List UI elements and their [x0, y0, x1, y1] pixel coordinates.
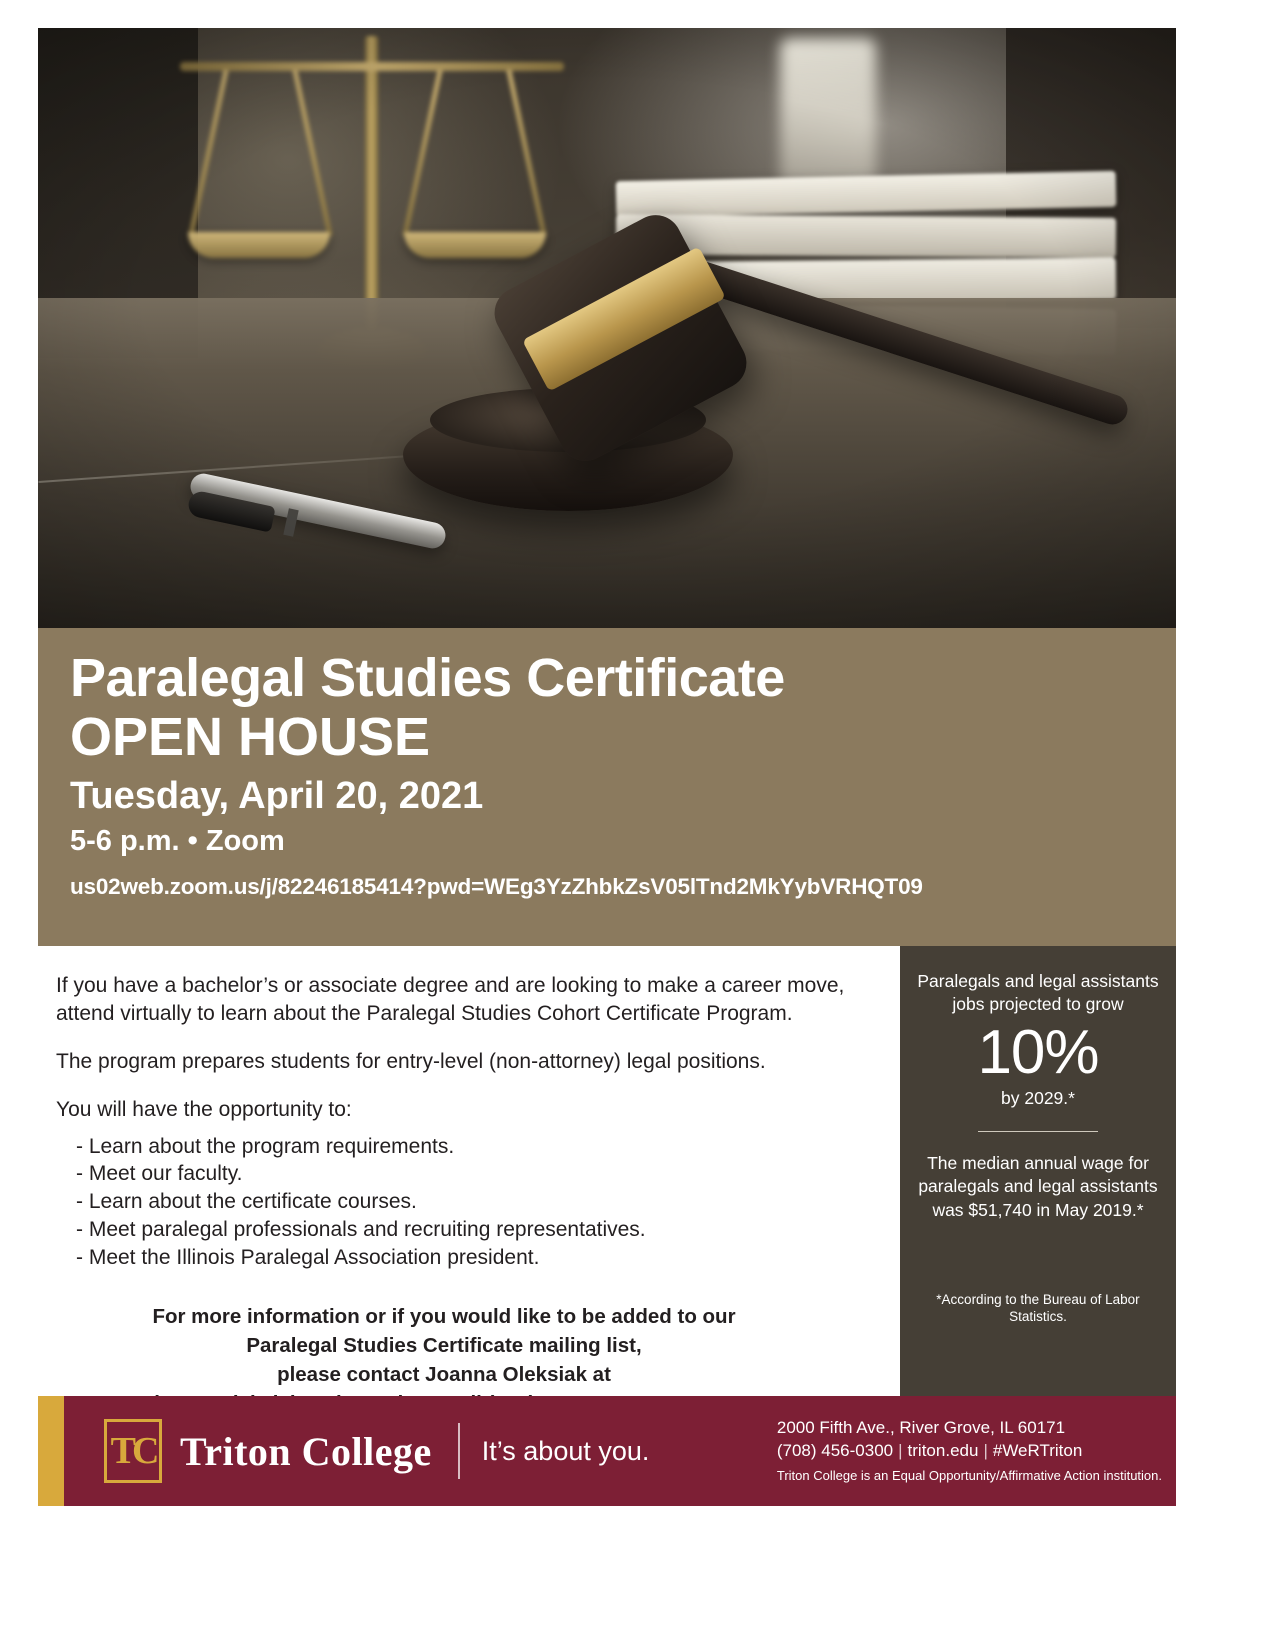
footer-contact-info	[777, 1417, 1162, 1484]
hero-image	[38, 28, 1176, 628]
triton-logo-icon: TC	[104, 1419, 162, 1483]
list-heading: You will have the opportunity to:	[56, 1098, 352, 1122]
footer-divider	[458, 1423, 460, 1479]
list-item: - Meet our faculty.	[76, 1162, 243, 1186]
zoom-link[interactable]: us02web.zoom.us/j/82246185414?pwd=WEg3YzZhbkZsV05lTnd2MkYybVRHQT09	[70, 873, 923, 899]
title-band	[38, 628, 1176, 946]
opportunity-list	[56, 1133, 866, 1273]
footer-accent-stripe	[38, 1396, 64, 1506]
footer-bar	[38, 1396, 1176, 1506]
footer-separator-2: |	[983, 1440, 988, 1460]
stat-growth-year: by 2029.*	[1001, 1087, 1075, 1108]
event-time-location: 5-6 p.m. • Zoom	[70, 825, 285, 858]
contact-line: please contact Joanna Oleksiak at	[277, 1363, 611, 1387]
statistics-sidebar	[900, 946, 1176, 1396]
footer-separator-1: |	[898, 1440, 903, 1460]
list-item: - Meet paralegal professionals and recruiting representatives.	[76, 1218, 646, 1242]
flyer	[38, 28, 1176, 1593]
intro-paragraph-2: The program prepares students for entry-level (non-attorney) legal positions.	[56, 1050, 766, 1074]
footer-website[interactable]: triton.edu	[907, 1440, 979, 1460]
event-date: Tuesday, April 20, 2021	[70, 775, 484, 818]
college-name: Triton College	[180, 1428, 432, 1474]
list-item: - Meet the Illinois Paralegal Association president.	[76, 1246, 540, 1270]
stat-median-wage: The median annual wage for paralegals and legal assistants was $51,740 in May 2019.*	[918, 1152, 1158, 1221]
event-title: OPEN HOUSE	[70, 707, 431, 768]
sidebar-divider	[978, 1131, 1098, 1132]
hero-vignette	[38, 28, 1176, 628]
footer-hashtag: #WeRTriton	[992, 1440, 1083, 1460]
footer-phone: (708) 456-0300	[776, 1440, 894, 1460]
body-copy	[38, 946, 900, 1396]
footer-contact-line	[777, 1440, 1162, 1462]
list-item: - Learn about the certificate courses.	[76, 1190, 417, 1214]
list-item: - Learn about the program requirements.	[76, 1134, 455, 1158]
stat-source-note: *According to the Bureau of Labor Statistics.	[936, 1291, 1140, 1325]
contact-line: Paralegal Studies Certificate mailing list,	[246, 1334, 642, 1358]
footer-address: 2000 Fifth Ave., River Grove, IL 60171	[776, 1418, 1066, 1438]
intro-paragraph-1: If you have a bachelor’s or associate degree and are looking to make a career move, attend virtually to learn about the Paralegal Studies Cohort Certificate Program.	[56, 974, 845, 1026]
stat-growth-percent: 10%	[977, 1017, 1099, 1087]
footer-eeo-statement: Triton College is an Equal Opportunity/Affirmative Action institution.	[776, 1468, 1162, 1484]
contact-line: For more information or if you would like to be added to our	[152, 1305, 736, 1329]
college-tagline: It’s about you.	[481, 1435, 650, 1466]
stat-lead-text: Paralegals and legal assistants jobs projected to grow	[917, 971, 1159, 1014]
page-title: Paralegal Studies Certificate	[70, 648, 785, 708]
body-section	[38, 946, 1176, 1396]
